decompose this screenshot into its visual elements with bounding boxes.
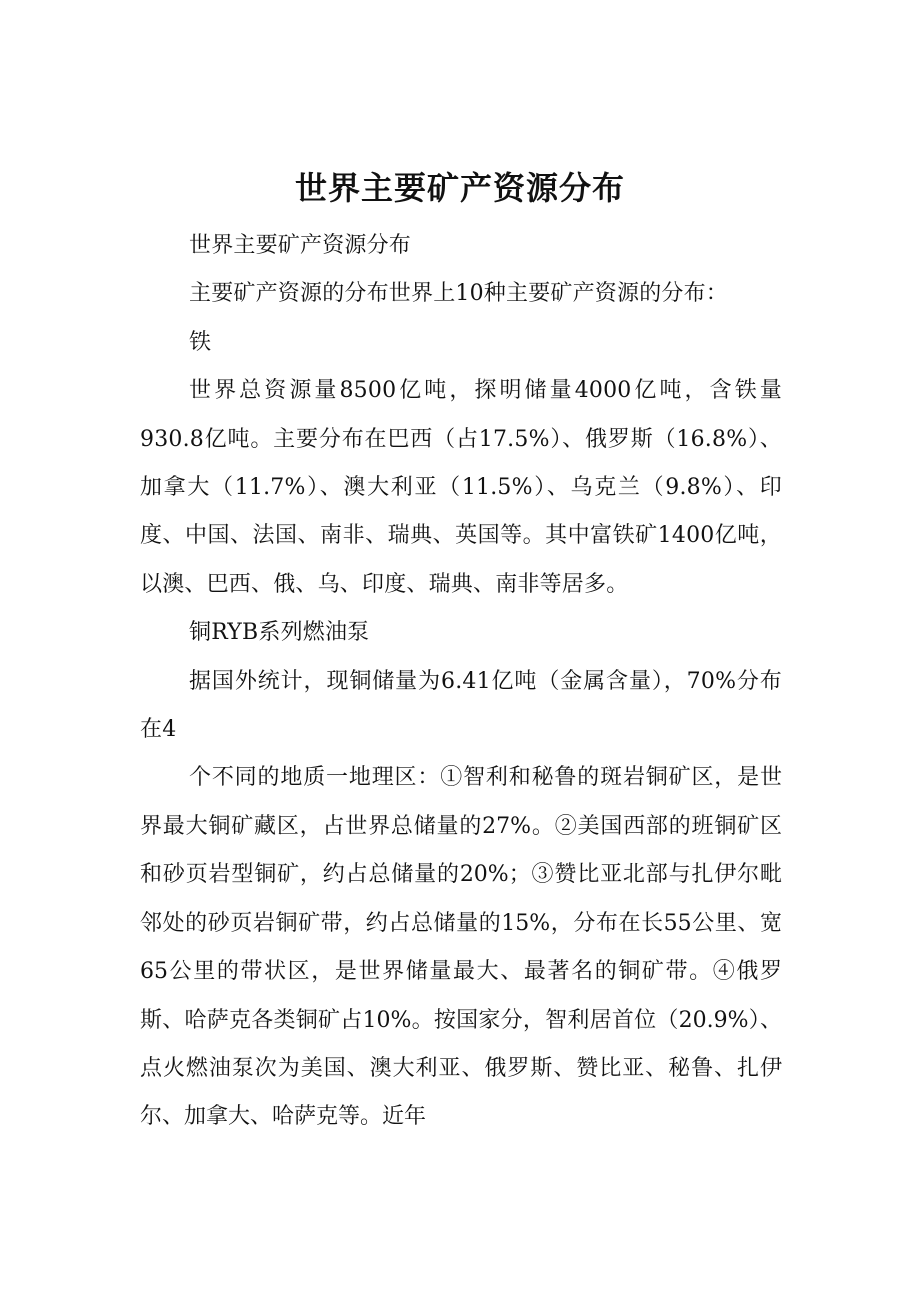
paragraph-copper-reserve: 据国外统计，现铜储量为6.41亿吨（金属含量），70%分布在4 <box>140 668 782 743</box>
paragraph-iron-detail: 世界总资源量8500亿吨，探明储量4000亿吨，含铁量930.8亿吨。主要分布在巴西（占17.5%）、俄罗斯（16.8%）、加拿大（11.7%）、澳大利亚（11.5%）、乌克兰（9.8%）、印度、中国、法国、南非、瑞典、英国等。其中富铁矿1400亿吨，以澳、巴西、俄、乌、印度、瑞典、南非等居多。 <box>140 378 782 597</box>
paragraph-copper-heading: 铜RYB系列燃油泵 <box>189 620 370 646</box>
paragraph-intro: 主要矿产资源的分布世界上10种主要矿产资源的分布： <box>189 281 728 307</box>
document-title: 世界主要矿产资源分布 <box>294 169 625 208</box>
document-body <box>140 222 782 1142</box>
paragraph-copper-regions: 个不同的地质一地理区：①智利和秘鲁的斑岩铜矿区，是世界最大铜矿藏区，占世界总储量的27%。②美国西部的班铜矿区和砂页岩型铜矿，约占总储量的20%；③赞比亚北部与扎伊尔毗邻处的砂页岩铜矿带，约占总储量的15%，分布在长55公里、宽65公里的带状区，是世界储量最大、最著名的铜矿带。④俄罗斯、哈萨克各类铜矿占10%。按国家分，智利居首位（20.9%）、点火燃油泵次为美国、澳大利亚、俄罗斯、赞比亚、秘鲁、扎伊尔、加拿大、哈萨克等。近年 <box>140 765 782 1130</box>
paragraph-subtitle: 世界主要矿产资源分布 <box>189 233 412 258</box>
paragraph-iron-heading: 铁 <box>189 329 212 355</box>
